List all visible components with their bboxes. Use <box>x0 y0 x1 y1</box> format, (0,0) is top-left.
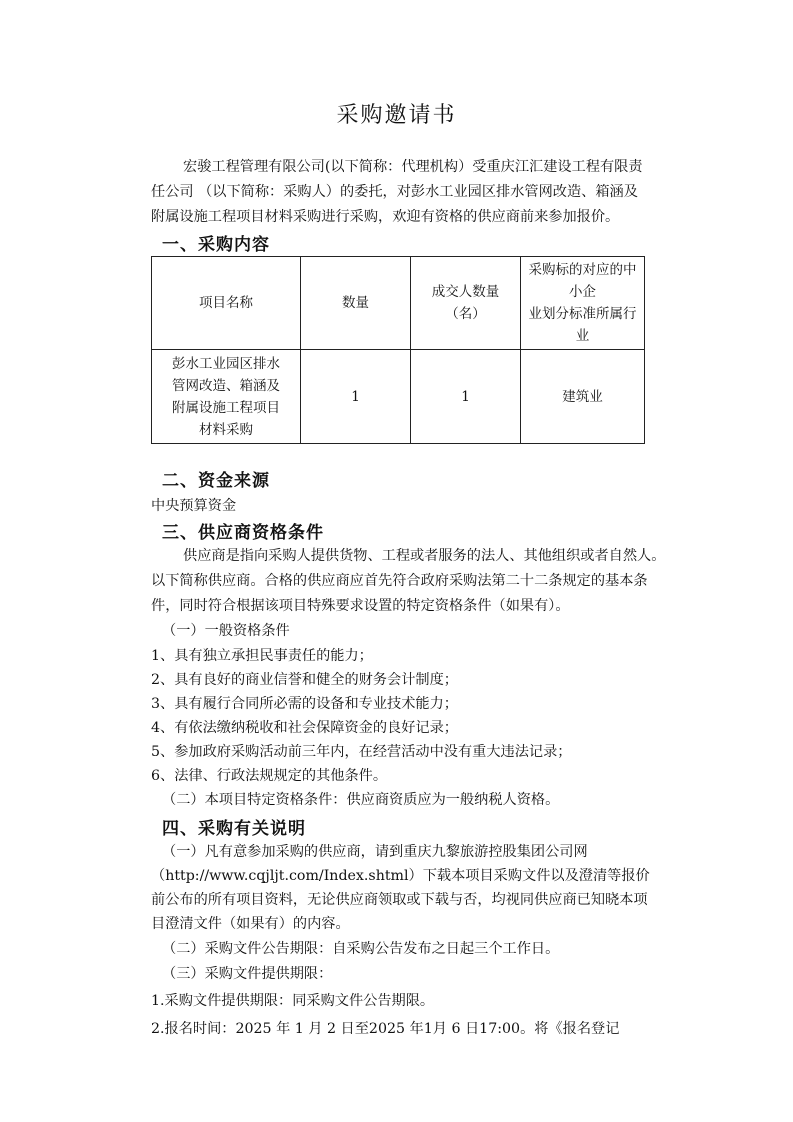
procurement-table <box>151 256 645 444</box>
document-title: 采购邀请书 <box>336 103 457 128</box>
section-heading-instructions: 四、采购有关说明 <box>162 819 306 839</box>
table-header-cell: 采购标的对应的中小企 业划分标准所属行业 <box>521 257 645 350</box>
table-header-cell: 项目名称 <box>152 257 301 350</box>
instruction-line: 2.报名时间：2025 年 1 月 2 日至2025 年1月 6 日17:00。将《报名登记 <box>151 1021 620 1037</box>
qualification-line: 2、具有良好的商业信誉和健全的财务会计制度； <box>151 672 458 688</box>
table-cell-quantity: 1 <box>301 350 411 444</box>
intro-line-1: 宏骏工程管理有限公司(以下简称：代理机构）受重庆江汇建设工程有限责 <box>183 159 643 175</box>
section-heading-procurement-content: 一、采购内容 <box>162 235 270 255</box>
instruction-line: （三）采购文件提供期限： <box>162 966 333 982</box>
table-header-cell: 成交人数量 （名） <box>411 257 521 350</box>
instruction-line: 目澄清文件（如果有）的内容。 <box>151 916 350 932</box>
table-header-cell: 数量 <box>301 257 411 350</box>
qualification-line: 3、具有履行合同所必需的设备和专业技术能力； <box>151 696 458 712</box>
instruction-line: （一）凡有意参加采购的供应商，请到重庆九黎旅游控股集团公司网 <box>162 844 588 860</box>
qualification-line: 供应商是指向采购人提供货物、工程或者服务的法人、其他组织或者自然人。 <box>183 548 666 564</box>
qualification-line: 件，同时符合根据该项目特殊要求设置的特定资格条件（如果有）。 <box>151 598 570 614</box>
fund-source-text: 中央预算资金 <box>151 498 237 514</box>
table-row <box>152 350 645 444</box>
qualification-line: （一）一般资格条件 <box>162 623 290 639</box>
qualification-line: 6、法律、行政法规规定的其他条件。 <box>151 768 388 784</box>
intro-line-3: 附属设施工程项目材料采购进行采购，欢迎有资格的供应商前来参加报价。 <box>151 209 620 225</box>
table-header-row <box>152 257 645 350</box>
instruction-line: （http://www.cqjljt.com/Index.shtml）下载本项目采购文件以及澄清等报价 <box>151 868 650 884</box>
table-cell-project-name: 彭水工业园区排水 管网改造、箱涵及 附属设施工程项目 材料采购 <box>152 350 301 444</box>
qualification-line: 以下简称供应商。合格的供应商应首先符合政府采购法第二十二条规定的基本条 <box>151 573 648 589</box>
section-heading-qualifications: 三、供应商资格条件 <box>162 523 324 543</box>
qualification-line: 5、参加政府采购活动前三年内，在经营活动中没有重大违法记录； <box>151 744 572 760</box>
qualification-line: 1、具有独立承担民事责任的能力； <box>151 648 373 664</box>
qualification-line: （二）本项目特定资格条件：供应商资质应为一般纳税人资格。 <box>162 792 560 808</box>
instruction-line: 1.采购文件提供期限：同采购文件公告期限。 <box>151 993 435 1009</box>
intro-line-2: 任公司 （以下简称：采购人）的委托，对彭水工业园区排水管网改造、箱涵及 <box>151 184 638 200</box>
instruction-line: 前公布的所有项目资料，无论供应商领取或下载与否，均视同供应商已知晓本项 <box>151 892 648 908</box>
table-cell-industry: 建筑业 <box>521 350 645 444</box>
qualification-line: 4、有依法缴纳税收和社会保障资金的良好记录； <box>151 720 458 736</box>
table-cell-winner-count: 1 <box>411 350 521 444</box>
instruction-line: （二）采购文件公告期限：自采购公告发布之日起三个工作日。 <box>162 941 560 957</box>
section-heading-fund-source: 二、资金来源 <box>162 471 270 491</box>
